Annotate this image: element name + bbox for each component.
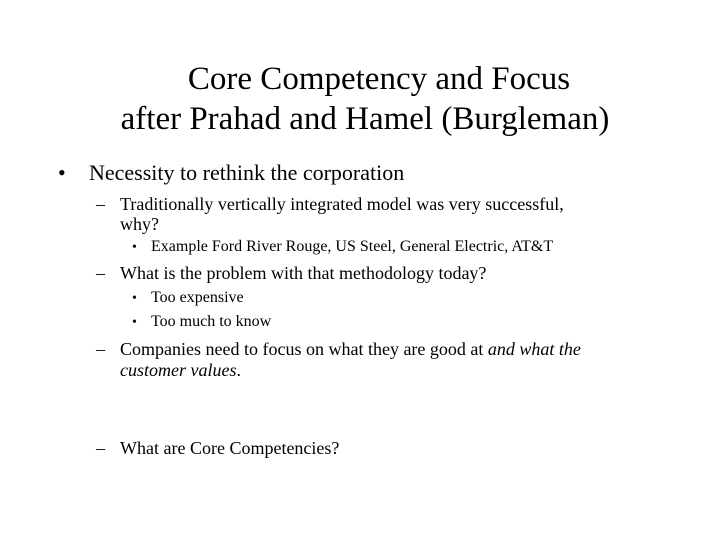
bullet-marker: • (58, 160, 66, 185)
title-line-2: after Prahad and Hamel (Burgleman) (120, 101, 610, 137)
dash-marker: – (96, 339, 105, 359)
bullet-marker: • (132, 240, 137, 255)
bullet-text-line-1: Traditionally vertically integrated model was very successful, (120, 194, 564, 214)
bullet-text-line-2: why? (120, 214, 159, 234)
slide-title (0, 59, 720, 139)
plain-text: . (236, 360, 241, 380)
bullet-text: What are Core Competencies? (120, 438, 340, 458)
bullet-text: Example Ford River Rouge, US Steel, General Electric, AT&T (151, 238, 554, 255)
plain-text: Companies need to focus on what they are good at (120, 339, 488, 359)
italic-text: customer values (120, 360, 237, 380)
bullet-marker: • (132, 291, 137, 306)
bullet-text: Necessity to rethink the corporation (89, 160, 405, 185)
dash-marker: – (96, 438, 105, 458)
bullet-text-line-2 (120, 359, 241, 381)
bullet-text: Too expensive (151, 289, 244, 306)
bullet-text: Too much to know (151, 313, 272, 330)
dash-marker: – (96, 194, 105, 214)
bullet-text-line-1 (120, 338, 581, 360)
bullet-text: What is the problem with that methodology today? (120, 263, 487, 283)
title-line-1: Core Competency and Focus (187, 61, 571, 97)
italic-text: and what the (487, 339, 581, 359)
bullet-marker: • (132, 315, 137, 330)
dash-marker: – (96, 263, 105, 283)
